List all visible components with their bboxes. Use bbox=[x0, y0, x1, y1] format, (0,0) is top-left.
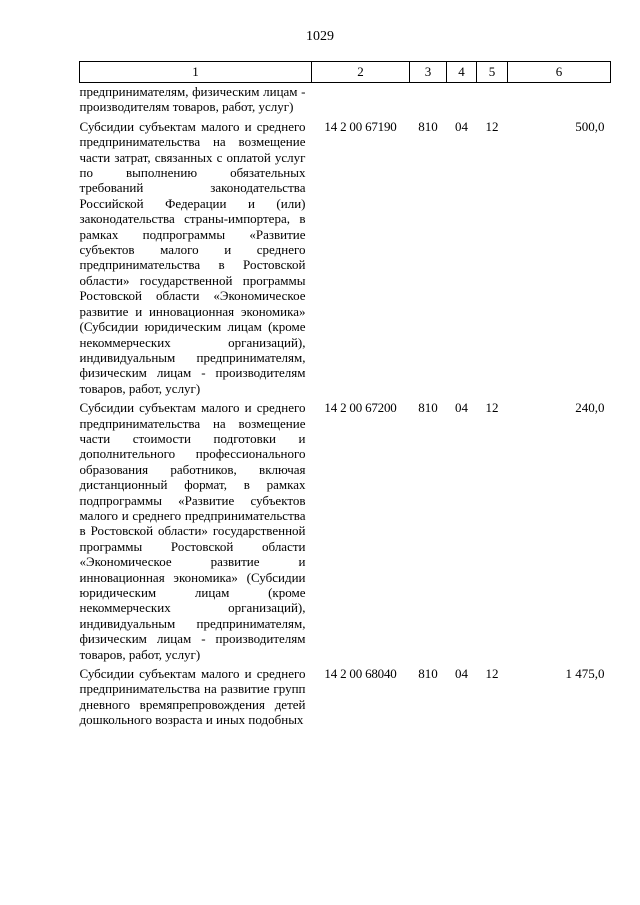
row-description: Субсидии субъектам малого и среднего предпринимательства на возмещение части затрат, связанных с оплатой услуг по выполнению обязательных требований законодательства Российской Федерации и (или) законодательства страны-импортера, в рамках подпрограммы «Развитие субъектов малого и среднего предпринимательства в Ростовской области» государственной программы Ростовской области «Экономическое развитие и инновационная экономика» (Субсидии юридическим лицам (кроме некоммерческих организаций), индивидуальным предпринимателям, физическим лицам - производителям товаров, работ, услуг) bbox=[79, 118, 306, 396]
row-rz: 04 bbox=[455, 118, 468, 134]
table-row bbox=[80, 119, 611, 400]
header-col-1: 1 bbox=[80, 62, 312, 83]
row-description: Субсидии субъектам малого и среднего предпринимательства на возмещение части стоимости подготовки и дополнительного профессионального образования работников, включая дистанционный формат, в рамках подпрограммы «Развитие субъектов малого и среднего предпринимательства в Ростовской области» государственной программы Ростовской области «Экономическое развитие и инновационная экономика» (Субсидии юридическим лицам (кроме некоммерческих организаций), индивидуальным предпринимателям, физическим лицам - производителям товаров, работ, услуг) bbox=[79, 400, 306, 662]
row-vr: 810 bbox=[418, 400, 438, 416]
table-row bbox=[80, 666, 611, 732]
page-number: 1029 bbox=[306, 29, 334, 44]
header-col-2: 2 bbox=[312, 62, 410, 83]
row-rz: 04 bbox=[455, 666, 468, 682]
header-col-4: 4 bbox=[447, 62, 477, 83]
row-code: 14 2 00 67190 bbox=[324, 118, 397, 134]
row-vr: 810 bbox=[418, 666, 438, 682]
row-pr: 12 bbox=[485, 666, 499, 682]
row-description: предпринимателям, физическим лицам - производителям товаров, работ, услуг) bbox=[79, 84, 306, 115]
row-description: Субсидии субъектам малого и среднего предпринимательства на развитие групп дневного времяпрепровождения детей дошкольного возраста и иных подобных bbox=[79, 666, 306, 728]
table-row bbox=[80, 83, 611, 119]
row-code bbox=[312, 83, 410, 119]
row-sum bbox=[508, 83, 611, 119]
row-sum: 240,0 bbox=[575, 400, 605, 416]
row-code: 14 2 00 67200 bbox=[324, 400, 397, 416]
header-col-6: 6 bbox=[508, 62, 611, 83]
row-rz: 04 bbox=[455, 400, 468, 416]
row-pr: 12 bbox=[485, 118, 499, 134]
header-col-3: 3 bbox=[410, 62, 447, 83]
table-row bbox=[80, 400, 611, 666]
row-sum: 500,0 bbox=[575, 118, 605, 134]
row-code: 14 2 00 68040 bbox=[324, 666, 397, 682]
header-col-5: 5 bbox=[477, 62, 508, 83]
row-pr bbox=[477, 83, 508, 119]
row-sum: 1 475,0 bbox=[565, 666, 605, 682]
row-vr bbox=[410, 83, 447, 119]
row-pr: 12 bbox=[485, 400, 499, 416]
row-rz bbox=[447, 83, 477, 119]
budget-table bbox=[79, 61, 611, 732]
row-vr: 810 bbox=[418, 118, 438, 134]
header-row bbox=[80, 62, 611, 83]
